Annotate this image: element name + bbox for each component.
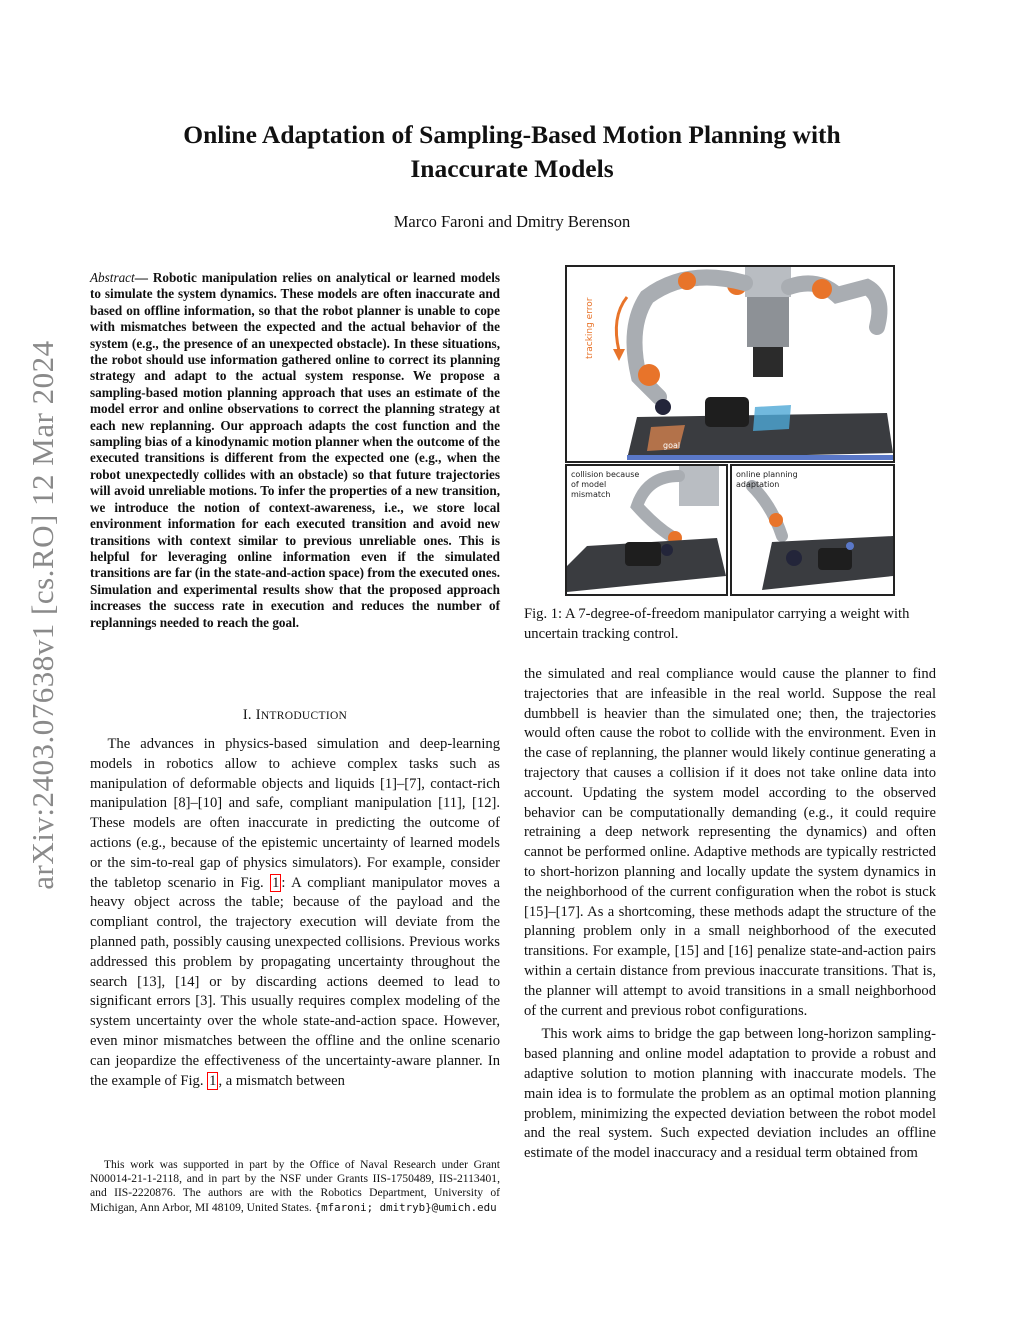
tracking-error-label: tracking error [585,297,595,359]
right-paragraph-2: This work aims to bridge the gap between long-horizon sampling-based planning and online model adaptation to provide a robust and adaptive solution to motion planning with inaccurate models. The main idea is to formulate the problem as an optimal motion planning problem, minimizing the expected deviation between the robot model and the real system. Such expected deviation includes an offline estimate of the model inaccuracy and a residual term obtained from [524,1026,936,1162]
right-column-text [524,665,936,1164]
paper-title: Online Adaptation of Sampling-Based Motion Planning with Inaccurate Models [183,120,841,183]
paper-authors: Marco Faroni and Dmitry Berenson [393,212,631,231]
abstract [90,270,500,631]
heading-rest: NTRODUCTION [260,710,348,722]
intro-text-b: : A compliant manipulator moves a heavy object across the table; because of the payload and the compliant control, the trajectory execution will deviate from the planned path, possibly causing unexpected collisions. Previous works addressed this problem by propagating uncertainty throughout the search [13], [14] or by discarding actions deemed to lead to significant errors [3]. This usually requires complex modeling of the system uncertainty over the whole state-and-action space. However, even minor mismatches between the offline and the online scenario can jeopardize the effectiveness of the uncertainty-aware planner. In the example of Fig. [90,874,500,1089]
abstract-dash: — [134,270,153,285]
robot-photo-top [567,267,893,461]
section-heading-introduction [90,707,500,724]
figure-bottom-right-panel [730,464,895,596]
figure-top-panel [565,265,895,463]
figure-reference-link[interactable]: 1 [209,1072,217,1089]
heading-first-letter: I [255,707,261,723]
collision-label: collision because of model mismatch [571,470,640,499]
goal-label: goal [663,441,681,450]
footnote-text: This work was supported in part by the Office of Naval Research under Grant N00014-21-1-2118, and in part by the NSF under Grants IIS-1750489, IIS-2113401, and IIS-2220876. The authors are with the Robotics Department, University of Michigan, Ann Arbor, MI 48109, United States. [90,1158,500,1214]
footnote [90,1158,500,1215]
intro-text-a: The advances in physics-based simulation and deep-learning models in robotics allow to achieve complex tasks such as manipulation of deformable objects and liquids [1]–[7], contact-rich manipulation [8]–[10] and safe, compliant manipulation [11], [12]. These models are often inaccurate in predicting the outcome of actions (e.g., because of the epistemic uncertainty of learned models or the sim-to-real gap of physics simulators). For example, consider the tabletop scenario in Fig. [90,736,500,891]
arxiv-stamp: arXiv:2403.07638v1 [cs.RO] 12 Mar 2024 [25,340,60,890]
figure-caption: Fig. 1: A 7-degree-of-freedom manipulator carrying a weight with uncertain tracking control. [524,606,910,642]
intro-paragraph [90,735,500,1091]
section-numeral: I. [242,707,256,723]
intro-text-c: , a mismatch between [218,1072,345,1089]
figure-1 [565,265,895,595]
footnote-emails: {mfaroni; dmitryb}@umich.edu [314,1200,497,1214]
figure-bottom-left-panel [565,464,728,596]
adaptation-label: online planning adaptation [736,470,798,489]
abstract-lead: Abstract [90,270,135,285]
figure-reference-link[interactable]: 1 [272,874,280,891]
right-paragraph-1: the simulated and real compliance would cause the planner to find trajectories that are infeasible in the real world. Suppose the real dumbbell is heavier than the simulated one; then, the trajectories would often cause the robot to collide with the environment. Even in the case of replanning, the planner would likely continue generating a trajectory that causes a collision if it does not take online data into account. Updating the system model according to the observed behavior can be computationally demanding (e.g., it could require retraining a deep network representing the dynamics) and often cannot be performed online. Adaptive methods are typically restricted to short-horizon planning and locally update the system dynamics in the neighborhood of the current configuration when the robot is stuck [15]–[17]. As a shortcoming, these methods adapt the structure of the planning problem only in a small neighborhood of the executed transitions. For example, [15] and [16] penalize state-and-action pairs within a certain distance from previous inaccurate transitions. That is, the planner will attempt to avoid transitions in a small neighborhood of the current and previous robot configurations. [524,666,936,1019]
abstract-text: Robotic manipulation relies on analytical or learned models to simulate the system dynamics. These models are often inaccurate and based on offline information, so that the robot planner is unable to cope with mismatches between the expected and the actual behavior of the system (e.g., the presence of an unexpected obstacle). In these situations, the robot should use information gathered online to correct its planning strategy and adapt to the actual system response. We propose a sampling-based motion planning approach that uses an estimate of the model error and online observations to correct the planning strategy at each new replanning. Our approach adapts the cost function and the sampling bias of a kinodynamic motion planner when the outcome of the executed transitions is different from the expected one (e.g., when the robot unexpectedly collides with an obstacle) so that future trajectories will avoid unreliable motions. To infer the properties of a new transition, we introduce the notion of context-awareness, i.e., we store local environment information for each executed transition and avoid new transitions with context similar to previous unreliable ones. This is helpful for leveraging online information even if the simulated transitions are far (in the state-and-action space) from the executed ones. Simulation and experimental results show that the proposed approach increases the success rate in execution and reduces the number of replannings needed to reach the goal. [90,270,500,630]
